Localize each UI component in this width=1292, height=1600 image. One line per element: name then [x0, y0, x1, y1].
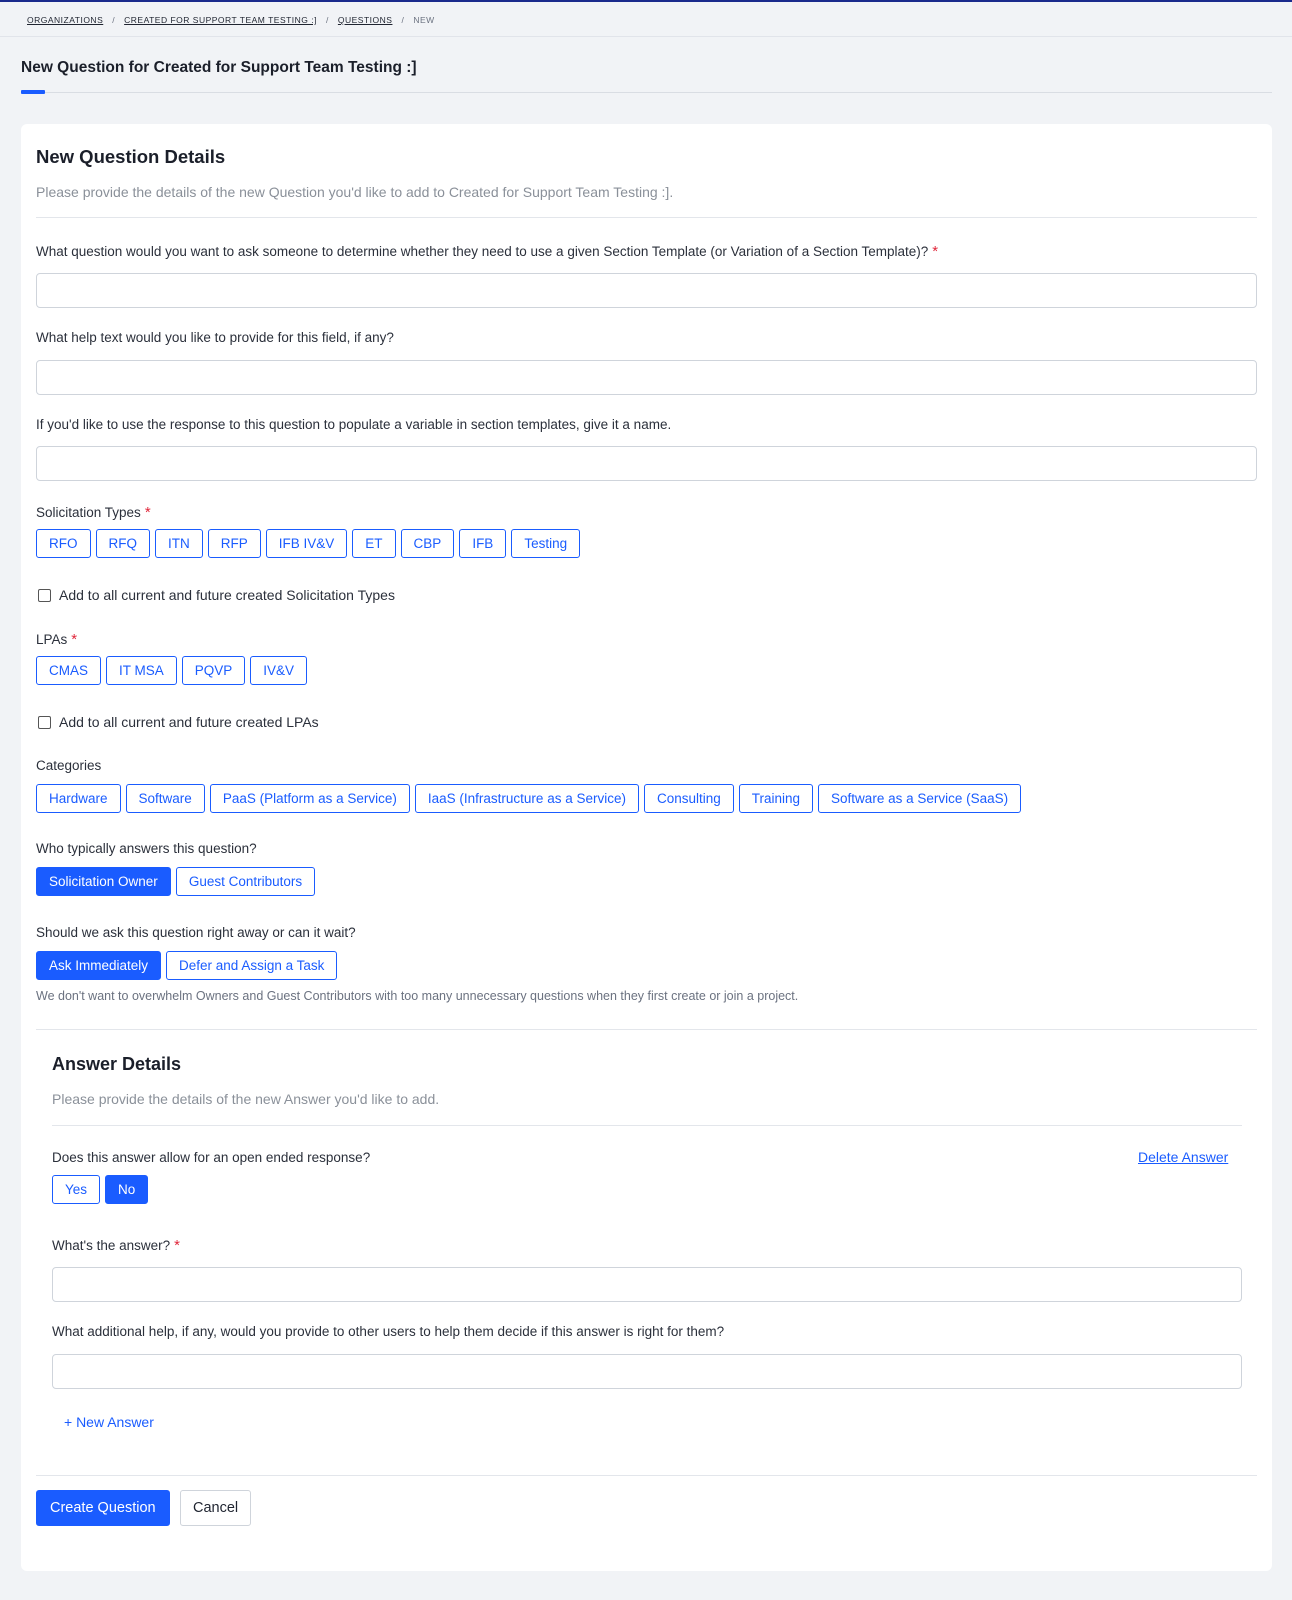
- required-indicator: *: [144, 504, 151, 521]
- categories-chips: [36, 784, 1021, 813]
- lpa-chip[interactable]: IV&V: [250, 656, 307, 685]
- help-text-field-label: What help text would you like to provide for this field, if any?: [36, 330, 394, 345]
- solicitation-type-chip[interactable]: ITN: [155, 529, 203, 558]
- answer-details-title: Answer Details: [52, 1054, 182, 1074]
- category-chip[interactable]: PaaS (Platform as a Service): [210, 784, 410, 813]
- answer-field-label-text: What's the answer?: [52, 1238, 171, 1253]
- all-solicitation-types-option: [38, 587, 395, 603]
- solicitation-type-chip[interactable]: Testing: [511, 529, 580, 558]
- category-chip[interactable]: Consulting: [644, 784, 734, 813]
- lpa-chip[interactable]: CMAS: [36, 656, 101, 685]
- solicitation-type-chip[interactable]: ET: [352, 529, 395, 558]
- guest-contributors-option[interactable]: Guest Contributors: [176, 867, 315, 896]
- open-ended-label: Does this answer allow for an open ended response?: [52, 1150, 371, 1165]
- open-ended-no-option[interactable]: No: [105, 1175, 148, 1204]
- active-tab-indicator: [21, 90, 45, 94]
- all-lpas-checkbox-label: Add to all current and future created LPAs: [59, 714, 319, 730]
- breadcrumb-separator: /: [326, 15, 329, 25]
- breadcrumb-link-organization[interactable]: CREATED FOR SUPPORT TEAM TESTING :]: [124, 15, 318, 25]
- lpas-label-text: LPAs: [36, 632, 68, 647]
- answer-help-field-label: What additional help, if any, would you provide to other users to help them decide if this answer is right for them?: [52, 1324, 725, 1339]
- all-lpas-option: [38, 714, 319, 730]
- solicitation-type-chip[interactable]: RFQ: [96, 529, 151, 558]
- help-text-input[interactable]: [36, 360, 1257, 395]
- required-indicator: *: [932, 243, 939, 260]
- question-form-card: [21, 124, 1272, 1571]
- variable-name-field-label: If you'd like to use the response to this question to populate a variable in section templates, give it a name.: [36, 417, 672, 432]
- breadcrumb-separator: /: [112, 15, 116, 25]
- all-lpas-checkbox[interactable]: [38, 716, 51, 729]
- question-details-subtitle: Please provide the details of the new Question you'd like to add to Created for Support Team Testing :].: [36, 184, 674, 200]
- section-divider: [52, 1125, 1242, 1126]
- categories-label: Categories: [36, 758, 102, 773]
- category-chip[interactable]: Training: [739, 784, 813, 813]
- timing-options: [36, 951, 337, 980]
- section-divider: [36, 217, 1257, 218]
- who-answers-label: Who typically answers this question?: [36, 841, 257, 856]
- open-ended-options: [52, 1175, 148, 1204]
- create-question-button[interactable]: Create Question: [36, 1490, 170, 1526]
- all-solicitation-types-checkbox[interactable]: [38, 589, 51, 602]
- solicitation-type-chip[interactable]: CBP: [401, 529, 455, 558]
- category-chip[interactable]: Hardware: [36, 784, 121, 813]
- required-indicator: *: [71, 631, 78, 648]
- solicitation-types-label-text: Solicitation Types: [36, 505, 141, 520]
- lpas-chips: [36, 656, 307, 685]
- lpa-chip[interactable]: IT MSA: [106, 656, 177, 685]
- question-input[interactable]: [36, 273, 1257, 308]
- header-divider: [0, 36, 1292, 37]
- breadcrumb-link-questions[interactable]: QUESTIONS: [337, 15, 393, 25]
- answer-details-subtitle: Please provide the details of the new Answer you'd like to add.: [52, 1091, 440, 1107]
- open-ended-yes-option[interactable]: Yes: [52, 1175, 100, 1204]
- top-accent-line: [0, 0, 1292, 2]
- variable-name-input[interactable]: [36, 446, 1257, 481]
- breadcrumb: [27, 14, 435, 26]
- solicitation-type-chip[interactable]: IFB IV&V: [266, 529, 348, 558]
- all-solicitation-types-checkbox-label: Add to all current and future created Solicitation Types: [59, 587, 395, 603]
- solicitation-types-chips: [36, 529, 580, 558]
- category-chip[interactable]: Software as a Service (SaaS): [818, 784, 1021, 813]
- lpas-label: [36, 631, 77, 648]
- breadcrumb-separator: /: [401, 15, 405, 25]
- answer-help-input[interactable]: [52, 1354, 1242, 1389]
- breadcrumb-link-organizations[interactable]: ORGANIZATIONS: [27, 15, 104, 25]
- lpa-chip[interactable]: PQVP: [182, 656, 246, 685]
- question-field-label: [36, 243, 938, 260]
- section-divider: [36, 1029, 1257, 1030]
- breadcrumb-current: NEW: [413, 15, 435, 25]
- delete-answer-link[interactable]: Delete Answer: [1138, 1149, 1229, 1165]
- question-field-label-text: What question would you want to ask someone to determine whether they need to use a given Section Template (or Variation of a Section Template)?: [36, 244, 929, 259]
- timing-label: Should we ask this question right away or can it wait?: [36, 925, 356, 940]
- solicitation-type-chip[interactable]: IFB: [459, 529, 506, 558]
- page-title: New Question for Created for Support Team Testing :]: [21, 59, 417, 76]
- answer-field-label: [52, 1237, 180, 1254]
- question-details-title: New Question Details: [36, 146, 226, 167]
- solicitation-type-chip[interactable]: RFP: [208, 529, 261, 558]
- ask-immediately-option[interactable]: Ask Immediately: [36, 951, 161, 980]
- defer-assign-task-option[interactable]: Defer and Assign a Task: [166, 951, 337, 980]
- new-answer-link[interactable]: + New Answer: [64, 1414, 154, 1430]
- category-chip[interactable]: IaaS (Infrastructure as a Service): [415, 784, 639, 813]
- answer-input[interactable]: [52, 1267, 1242, 1302]
- title-divider: [21, 92, 1272, 93]
- solicitation-types-label: [36, 504, 151, 521]
- footer-divider: [36, 1475, 1257, 1476]
- solicitation-type-chip[interactable]: RFO: [36, 529, 91, 558]
- cancel-button[interactable]: Cancel: [180, 1490, 251, 1526]
- required-indicator: *: [174, 1237, 180, 1254]
- category-chip[interactable]: Software: [126, 784, 205, 813]
- who-answers-options: [36, 867, 315, 896]
- timing-help-note: We don't want to overwhelm Owners and Guest Contributors with too many unnecessary questions when they first create or join a project.: [36, 989, 799, 1003]
- solicitation-owner-option[interactable]: Solicitation Owner: [36, 867, 171, 896]
